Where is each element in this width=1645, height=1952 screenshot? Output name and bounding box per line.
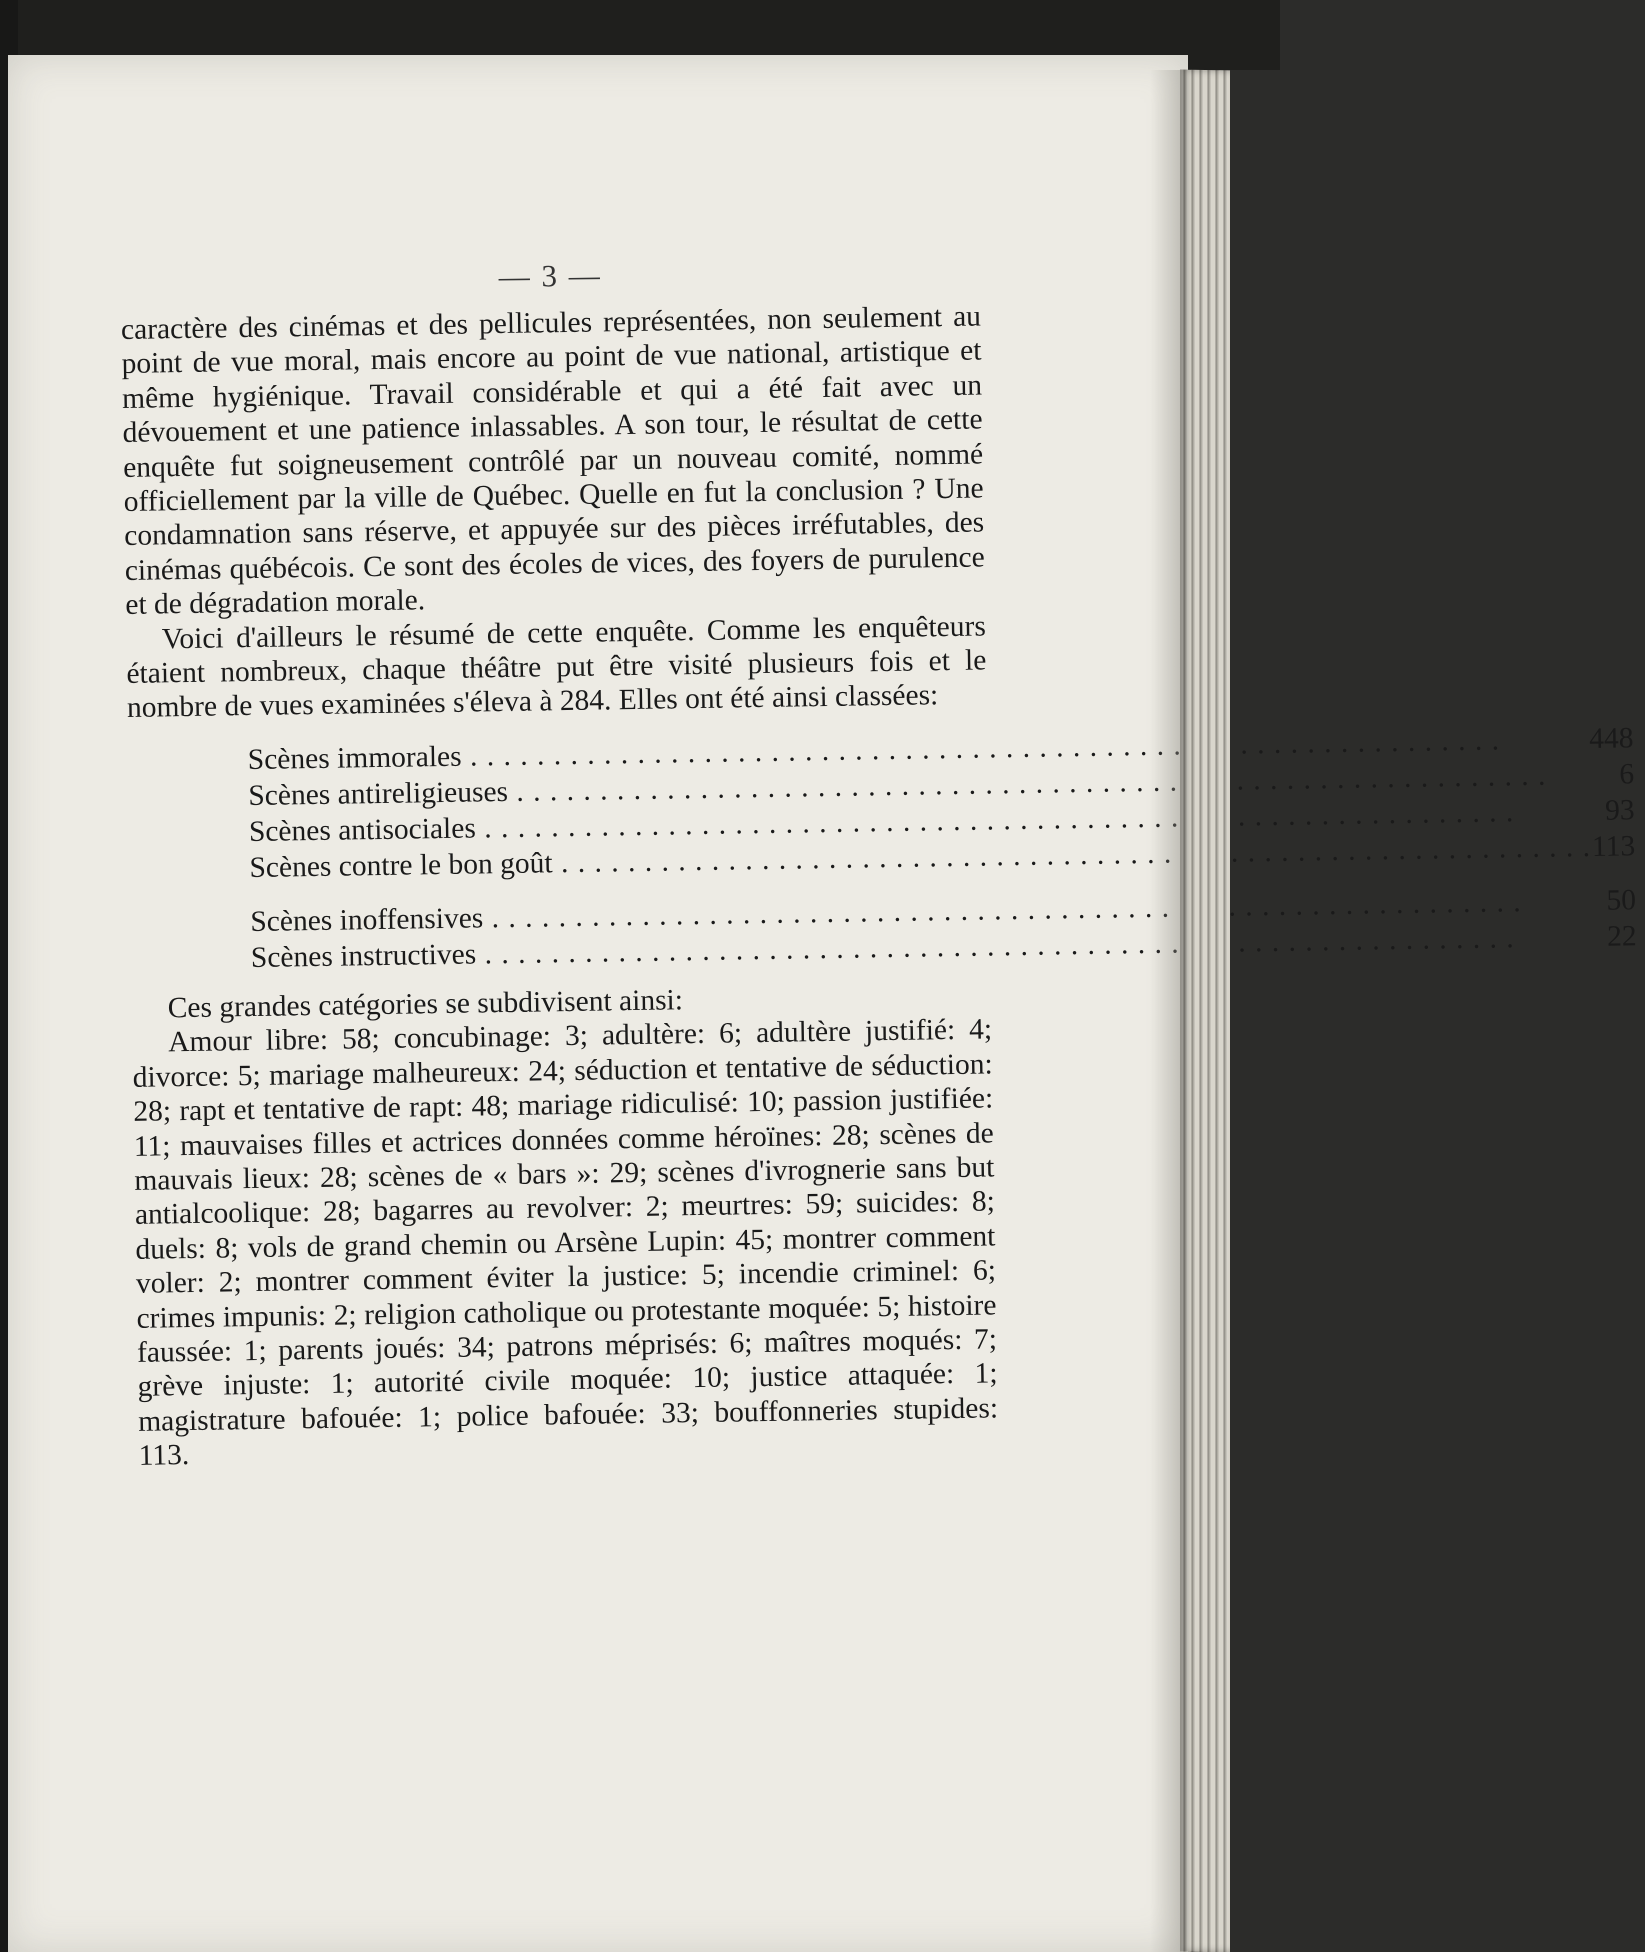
page-text-block: [120, 251, 1637, 1473]
row-value: 93: [1604, 794, 1635, 827]
row-label: Scènes antisociales . . .: [249, 793, 1591, 850]
row-label: Scènes inoffensives . . .: [250, 883, 1592, 940]
categories-intro: Ces grandes catégories se subdivisent ainsi:: [167, 984, 684, 1025]
scene-classification-table: [248, 720, 1637, 976]
intro-paragraph: caractère des cinémas et des pellicules représentées, non seulement au point de vue moral, mais encore au point de vue national, artistique et même hygiénique. Travail considérable et qui a été fait avec un dévouement et une patience inlassables. A son tour, le résultat de cette enquête fut soigneusement contrôlé par un nouveau comité, nommé officiellement par la ville de Québec. Quelle en fut la conclusion ? Une condamnation sans réserve, et appuyée sur des pièces irréfutables, des cinémas québécois. Ce sont des écoles de vices, des foyers de purulence et de dégradation morale.: [120, 300, 985, 622]
row-label: Scènes antireligieuses . . .: [248, 757, 1590, 814]
row-value: 448: [1588, 722, 1634, 755]
row-value: 22: [1606, 920, 1637, 953]
row-label: Scènes immorales . . .: [248, 721, 1590, 778]
row-value: 113: [1591, 830, 1636, 863]
categories-detail: Amour libre: 58; concubinage: 3; adultère: 6; adultère justifié: 4; divorce: 5; mariage malheureux: 24; séduction et tentative de séduction: 28; rapt et tentative de rapt: 48; mariage ridiculisé: 10; passion justifiée: 11; mauvaises filles et actrices données comme héroïnes: 28; scènes de mauvais lieux: 28; scènes de « bars »: 29; scènes d'ivrognerie sans but antialcoolique: 28; bagarres au revolver: 2; meurtres: 59; suicides: 8; duels: 8; vols de grand chemin ou Arsène Lupin: 45; montrer comment voler: 2; montrer comment éviter la justice: 5; incendie criminel: 6; crimes impunis: 2; religion catholique ou protestante moquée: 5; histoire faussée: 1; parents joués: 34; patrons méprisés: 6; maîtres moqués: 7; grève injuste: 1; autorité civile moquée: 10; justice attaquée: 1; magistrature bafouée: 1; police bafouée: 33; bouffonneries stupides: 113.: [132, 1013, 999, 1473]
page-number: — 3 —: [498, 257, 602, 295]
row-label: Scènes instructives . . .: [251, 919, 1593, 976]
book-page: [8, 55, 1637, 1952]
book-page-edges: [1180, 70, 1230, 1952]
summary-paragraph: Voici d'ailleurs le résumé de cette enquête. Comme les enquêteurs étaient nombreux, chaque théâtre put être visité plusieurs fois et le nombre de vues examinées s'éleva à 284. Elles ont été ainsi classées:: [126, 610, 987, 725]
row-label: Scènes contre le bon goût . . .: [249, 829, 1591, 886]
row-value: 6: [1619, 758, 1635, 791]
row-value: 50: [1606, 884, 1637, 917]
